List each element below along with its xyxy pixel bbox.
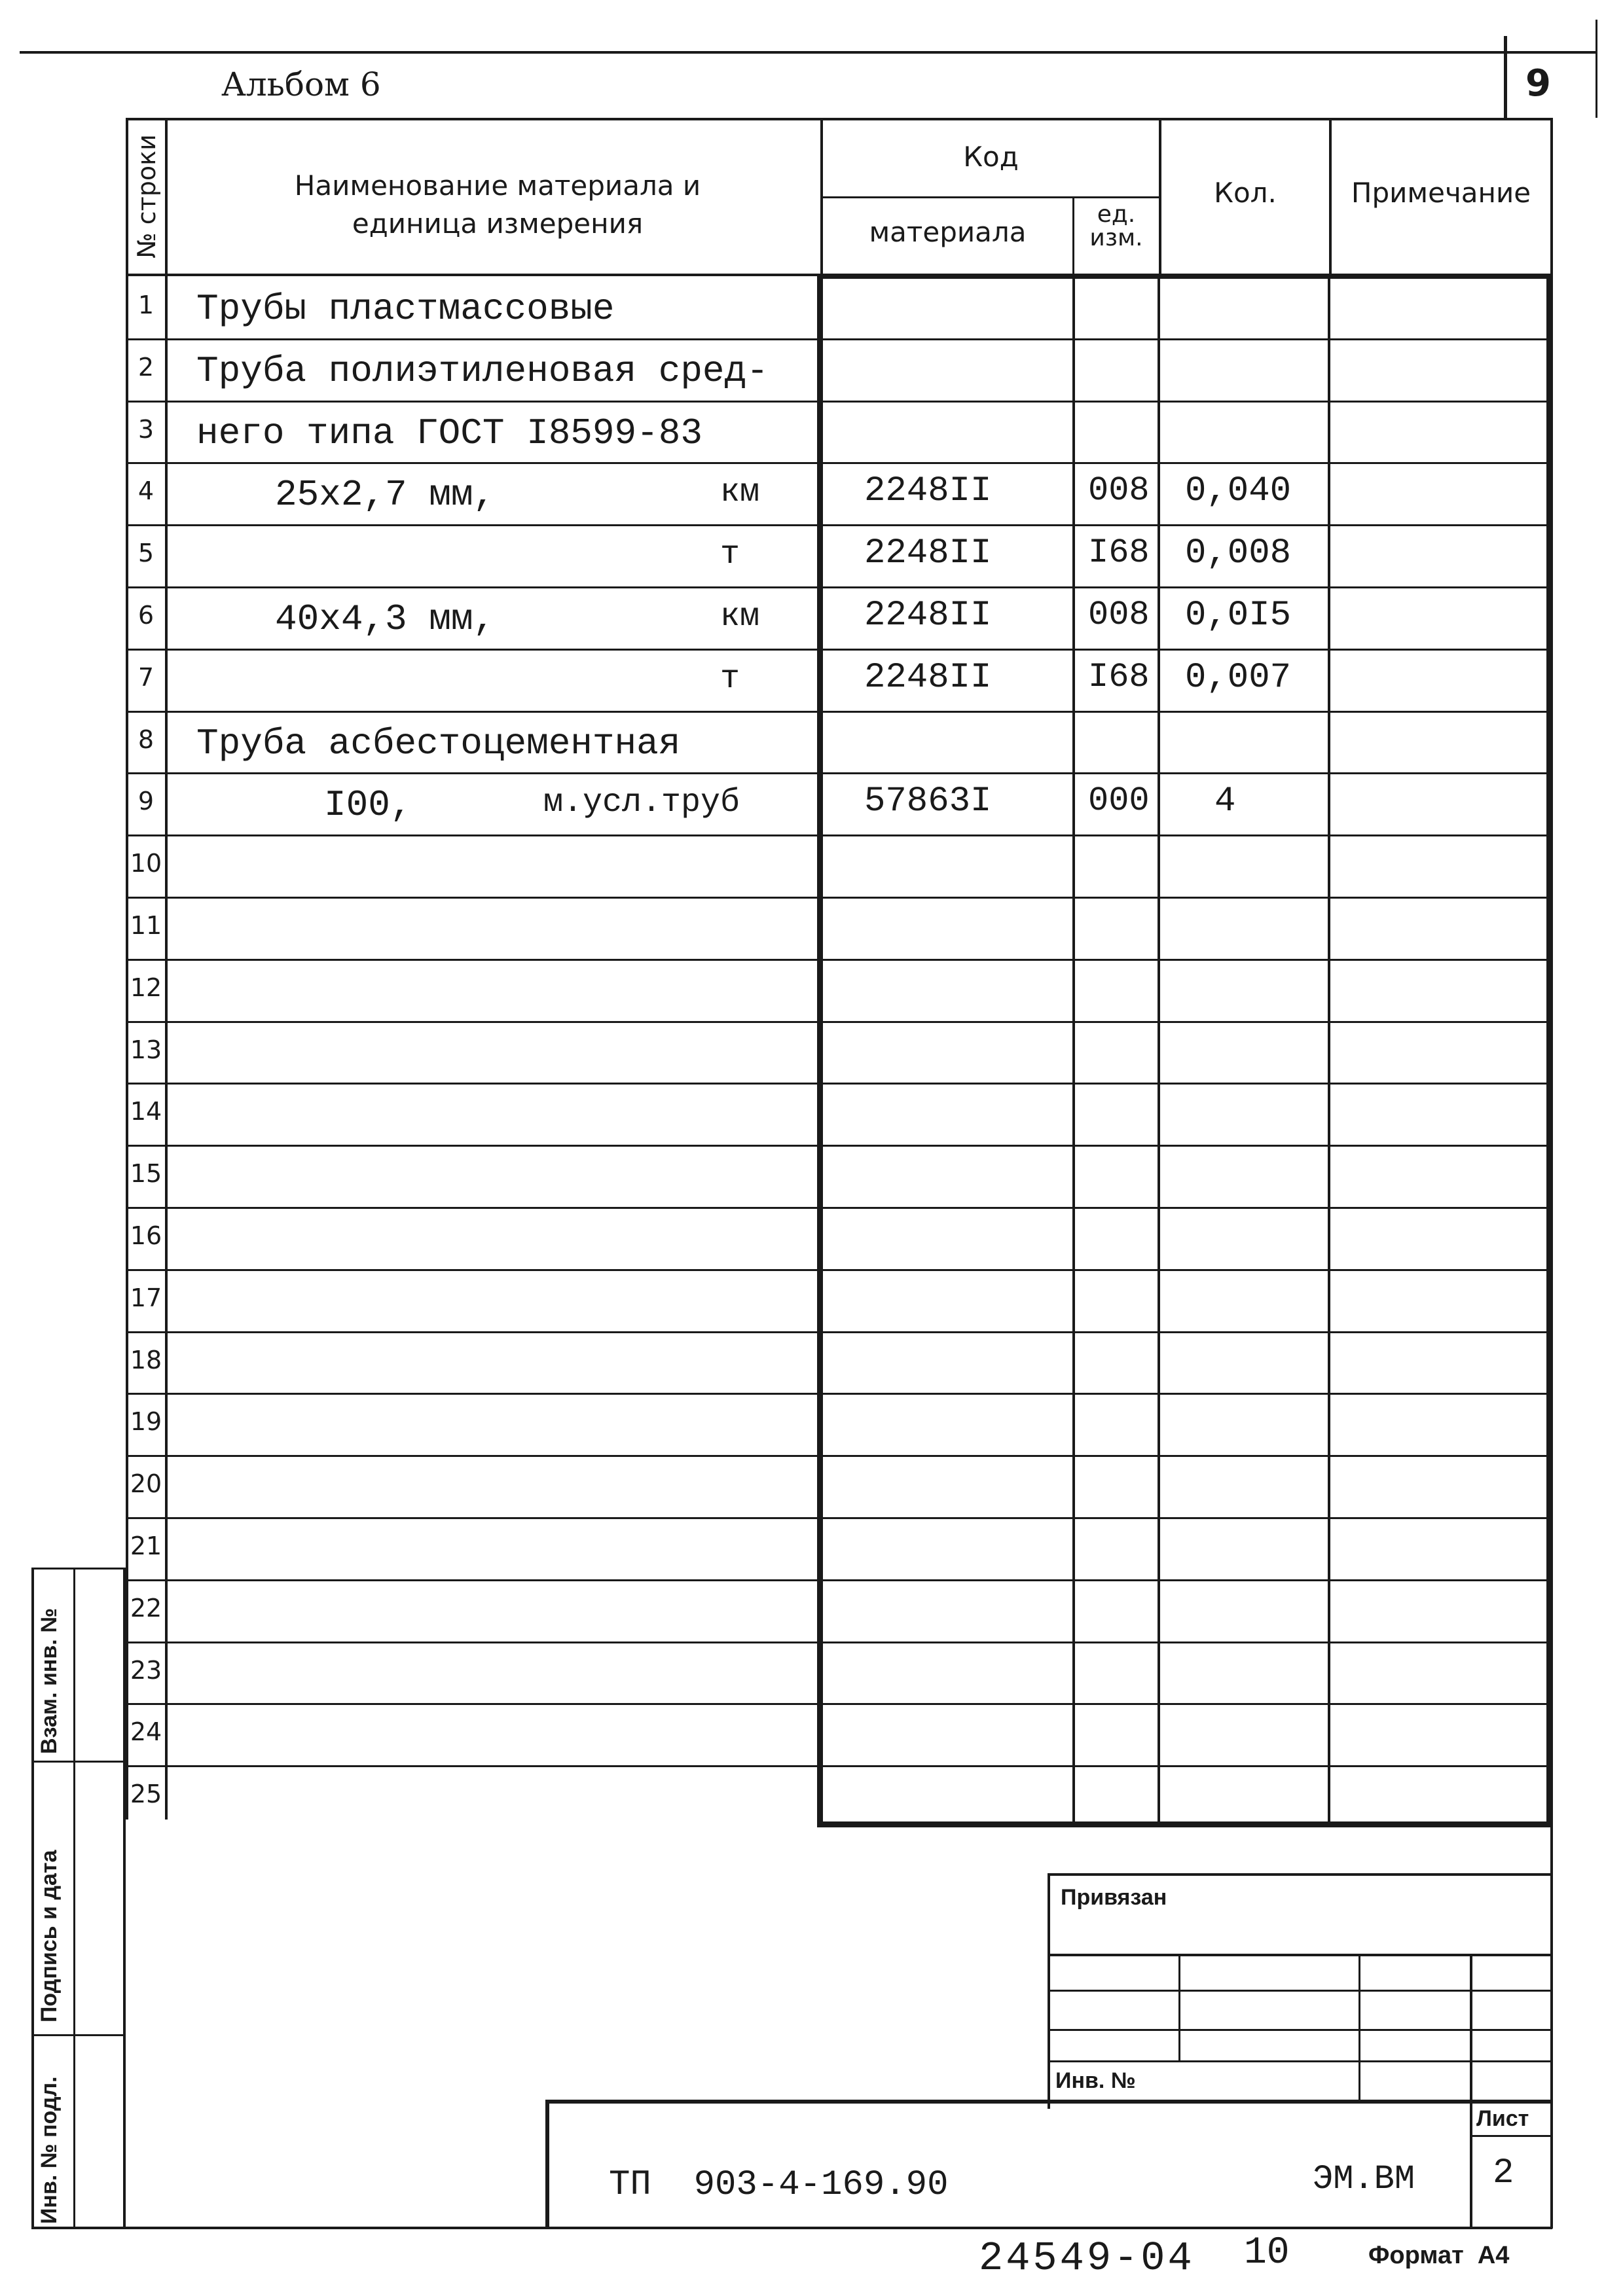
row-name: него типа ГОСТ I8599-83 <box>196 412 702 454</box>
tb-grid-h2 <box>1048 1990 1552 1992</box>
row-name: I00, <box>324 784 412 826</box>
row-unit: т <box>720 660 740 698</box>
row-separator <box>126 1207 1550 1209</box>
footer-handwritten-sheet: 10 <box>1244 2232 1290 2274</box>
row-unit: т <box>720 536 740 573</box>
col-header-qty: Кол. <box>1214 177 1277 209</box>
tb-sheet-label: Лист <box>1476 2106 1529 2131</box>
body-top-bold <box>817 275 1552 279</box>
col-header-code: Код <box>963 141 1019 173</box>
tb-grid-v2 <box>1359 1954 1360 2101</box>
row-name: 25х2,7 мм, <box>275 474 496 516</box>
stamp-left-outer <box>31 1568 34 2229</box>
row-separator <box>126 1641 1550 1643</box>
row-number: 6 <box>137 601 155 630</box>
row-number: 9 <box>137 787 155 816</box>
row-number: 17 <box>130 1283 162 1312</box>
row-number: 19 <box>130 1407 162 1436</box>
row-name: Труба полиэтиленовая сред- <box>196 350 769 392</box>
row-number: 10 <box>130 849 162 878</box>
material-col-rule <box>1072 196 1074 275</box>
row-number: 25 <box>130 1780 162 1808</box>
row-separator <box>126 834 1550 836</box>
row-separator <box>126 1517 1550 1519</box>
body-unit-rule <box>1158 275 1160 1827</box>
frame-top <box>126 118 1552 120</box>
col-header-name: Наименование материала и единица измерения <box>294 170 701 240</box>
row-unit: м.усл.труб <box>543 784 740 821</box>
page-number-divider <box>1504 36 1507 118</box>
row-unit-code: 000 <box>1088 781 1150 820</box>
tb-grid-h4 <box>1048 2060 1552 2062</box>
row-separator <box>126 1331 1550 1333</box>
row-unit-code: I68 <box>1088 533 1150 572</box>
row-quantity: 0,007 <box>1185 658 1292 698</box>
tb-inv-no-label: Инв. № <box>1055 2068 1136 2093</box>
row-number: 2 <box>137 353 155 382</box>
body-right-bold <box>1546 275 1552 1827</box>
row-separator <box>126 1021 1550 1023</box>
row-number: 12 <box>130 973 162 1002</box>
row-separator <box>126 1703 1550 1705</box>
row-number: 1 <box>137 291 155 319</box>
footer-format: Формат А4 <box>1368 2242 1510 2269</box>
row-number: 18 <box>130 1346 162 1374</box>
stamp-inv-podl-label: Инв. № подл. <box>37 2076 62 2224</box>
row-quantity: 4 <box>1214 781 1236 821</box>
tb-main-left <box>545 2100 549 2229</box>
col-header-note: Примечание <box>1351 177 1531 209</box>
row-number: 13 <box>130 1035 162 1064</box>
footer-handwritten-number: 24549-04 <box>979 2235 1195 2282</box>
stamp-bottom <box>31 2227 1552 2229</box>
row-name: 40х4,3 мм, <box>275 598 496 640</box>
row-number: 5 <box>137 539 155 567</box>
col-header-row-no: № строки <box>132 134 161 259</box>
row-separator <box>126 897 1550 899</box>
tb-code: ЭМ.ВМ <box>1313 2160 1415 2198</box>
row-unit: км <box>720 474 760 511</box>
row-unit-code: I68 <box>1088 658 1150 696</box>
row-number: 11 <box>130 911 162 940</box>
row-separator <box>126 1083 1550 1085</box>
tb-sheet-label-rule <box>1470 2135 1552 2137</box>
stamp-div-1 <box>31 1761 126 1763</box>
stamp-podpis-label: Подпись и дата <box>37 1850 62 2022</box>
row-number: 16 <box>130 1221 162 1250</box>
row-number: 21 <box>130 1532 162 1560</box>
top-rule <box>20 51 1597 54</box>
row-number: 23 <box>130 1656 162 1685</box>
row-number: 8 <box>137 725 155 754</box>
row-separator <box>126 649 1550 651</box>
stamp-right <box>123 1568 126 2229</box>
row-separator <box>126 772 1550 774</box>
row-separator <box>126 1455 1550 1457</box>
tb-designation: ТП 903-4-169.90 <box>609 2165 949 2205</box>
row-material-code: 2248II <box>864 596 992 636</box>
row-number: 7 <box>137 663 155 692</box>
row-separator <box>126 959 1550 961</box>
row-separator <box>126 1393 1550 1395</box>
row-separator <box>126 462 1550 464</box>
tb-sheet-number: 2 <box>1493 2153 1514 2193</box>
code-subheader-rule <box>820 196 1159 198</box>
row-separator <box>126 1765 1550 1767</box>
row-number: 15 <box>130 1159 162 1188</box>
row-number: 24 <box>130 1717 162 1746</box>
page-number: 9 <box>1525 62 1551 105</box>
tb-privyazan-label: Привязан <box>1061 1885 1167 1910</box>
row-name: Труба асбестоцементная <box>196 723 681 764</box>
tb-privyazan-top <box>1048 1873 1552 1876</box>
row-separator <box>126 524 1550 526</box>
row-separator <box>126 338 1550 340</box>
row-number: 20 <box>130 1469 162 1498</box>
col-header-unit: ед. изм. <box>1089 201 1143 251</box>
row-material-code: 2248II <box>864 658 992 698</box>
row-separator <box>126 1145 1550 1147</box>
row-unit: км <box>720 598 760 636</box>
row-material-code: 2248II <box>864 533 992 573</box>
tb-main-top <box>545 2100 1552 2104</box>
row-quantity: 0,008 <box>1185 533 1292 573</box>
row-material-code: 2248II <box>864 471 992 511</box>
row-number: 3 <box>137 415 155 444</box>
row-name: Трубы пластмассовые <box>196 288 615 330</box>
tb-grid-v1 <box>1178 1954 1180 2062</box>
row-separator <box>126 401 1550 403</box>
col-header-material: материала <box>869 216 1027 248</box>
row-separator <box>126 1579 1550 1581</box>
body-qty-rule <box>1328 275 1330 1827</box>
stamp-top <box>31 1568 126 1570</box>
row-separator <box>126 586 1550 588</box>
body-material-rule <box>1072 275 1075 1827</box>
stamp-mid <box>73 1568 75 2229</box>
row-number: 14 <box>130 1097 162 1126</box>
body-name-rule <box>817 275 823 1827</box>
row-quantity: 0,0I5 <box>1185 596 1292 636</box>
right-outer-rule <box>1596 20 1597 118</box>
album-label: Альбом 6 <box>221 65 381 103</box>
body-bottom-bold <box>817 1821 1552 1827</box>
row-quantity: 0,040 <box>1185 471 1292 511</box>
row-separator <box>126 711 1550 713</box>
row-unit-code: 008 <box>1088 596 1150 634</box>
row-number: 22 <box>130 1594 162 1623</box>
row-material-code: 57863I <box>864 781 992 821</box>
row-unit-code: 008 <box>1088 471 1150 510</box>
row-separator <box>126 1269 1550 1271</box>
stamp-vzam-label: Взам. инв. № <box>37 1607 62 1754</box>
tb-grid-h1 <box>1048 1954 1552 1956</box>
row-number: 4 <box>137 476 155 505</box>
tb-grid-v3 <box>1470 1954 1472 2229</box>
tb-grid-h3 <box>1048 2029 1552 2031</box>
